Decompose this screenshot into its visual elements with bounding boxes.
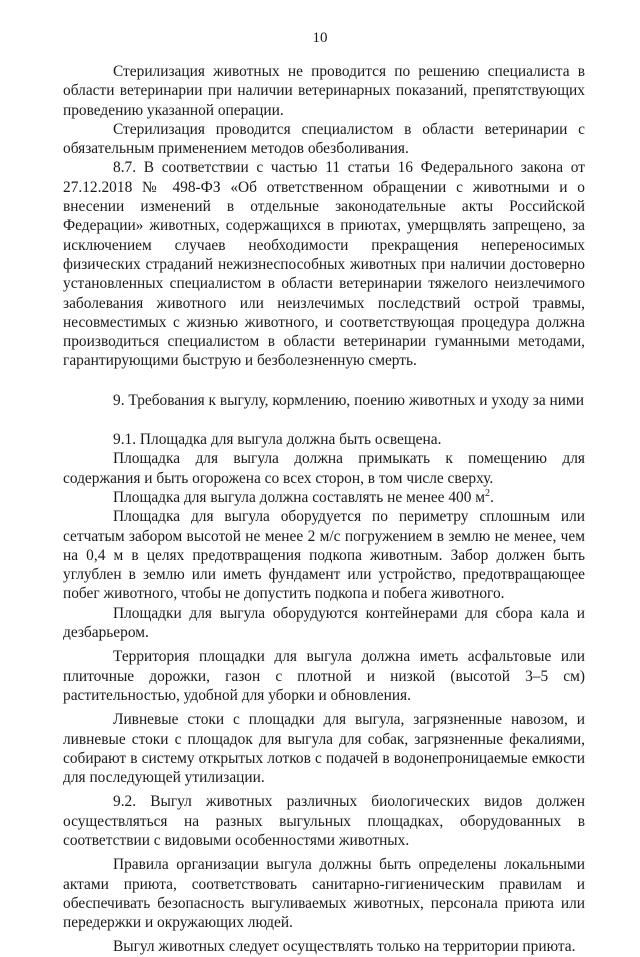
- yard-area-text: Площадка для выгула должна составлять не менее 400 м: [113, 488, 486, 506]
- document-body: [63, 62, 585, 957]
- paragraph-stormwater: Ливневые стоки с площадки для выгула, загрязненные навозом, и ливневые стоки с площадок для выгула для собак, загрязненные фекалиями, собирают в систему открытых лотков с подачей в водонепроницаемые емкости для последующей утилизации.: [63, 711, 585, 787]
- paragraph-8-7-euthanasia: 8.7. В соответствии с частью 11 статьи 16 Федерального закона от 27.12.2018 № 498-ФЗ «Об ответственном обращении с животными и о внесении изменений в отдельные законодательные акты Российской Федерации» животных, содержащихся в приютах, умерщвлять запрещено, за исключением случаев необходимости прекращения непереносимых физических страданий нежизнеспособных животных при наличии достоверно установленных специалистом в области ветеринарии тяжелого неизлечимого заболевания животного или неизлечимых последствий острой травмы, несовместимых с жизнью животного, и соответствующая процедура должна производиться специалистом в области ветеринарии гуманными методами, гарантирующими быструю и безболезненную смерть.: [63, 159, 585, 370]
- paragraph-walk-rules: Правила организации выгула должны быть определены локальными актами приюта, соответствовать санитарно-гигиеническим правилам и обеспечивать безопасность выгуливаемых животных, персонала приюта или передержки и окружающих людей.: [63, 856, 585, 932]
- paragraph-walk-territory: Выгул животных следует осуществлять только на территории приюта.: [113, 938, 576, 956]
- section-heading-9: 9. Требования к выгулу, кормлению, поению животных и уходу за ними: [113, 391, 584, 409]
- paragraph-sterilization-exception: Стерилизация животных не проводится по решению специалиста в области ветеринарии при наличии ветеринарных показаний, препятствующих проведению указанной операции.: [63, 63, 585, 119]
- page-number: 10: [312, 30, 328, 46]
- yard-area-end: .: [490, 488, 494, 506]
- paragraph-yard-area: [63, 488, 585, 507]
- paragraph-9-1-lighting: 9.1. Площадка для выгула должна быть освещена.: [113, 431, 442, 449]
- paragraph-yard-surface: Территория площадки для выгула должна иметь асфальтовые или плиточные дорожки, газон с плотной и низкой (высотой 3–5 см) растительностью, удобной для уборки и обновления.: [63, 648, 585, 704]
- paragraph-9-2-species: 9.2. Выгул животных различных биологических видов должен осуществляться на разных выгульных площадках, оборудованных в соответствии с видовыми особенностями животных.: [63, 793, 585, 849]
- yard-area-superscript: 2: [485, 487, 491, 499]
- paragraph-sterilization-anesthesia: Стерилизация проводится специалистом в области ветеринарии с обязательным применением методов обезболивания.: [63, 120, 585, 158]
- paragraph-yard-fenced: Площадка для выгула должна примыкать к помещению для содержания и быть огорожена со всех сторон, в том числе сверху.: [63, 450, 585, 487]
- paragraph-yard-containers: Площадки для выгула оборудуются контейнерами для сбора кала и дезбарьером.: [63, 604, 585, 642]
- paragraph-yard-fence: Площадка для выгула оборудуется по периметру сплошным или сетчатым забором высотой не менее 2 м/с погружением в землю не менее, чем на 0,4 м в целях предотвращения подкопа животным. Забор должен быть углублен в землю или иметь фундамент или устройство, предотвращающее побег животного, чтобы не допустить подкопа и побега животного.: [63, 508, 585, 603]
